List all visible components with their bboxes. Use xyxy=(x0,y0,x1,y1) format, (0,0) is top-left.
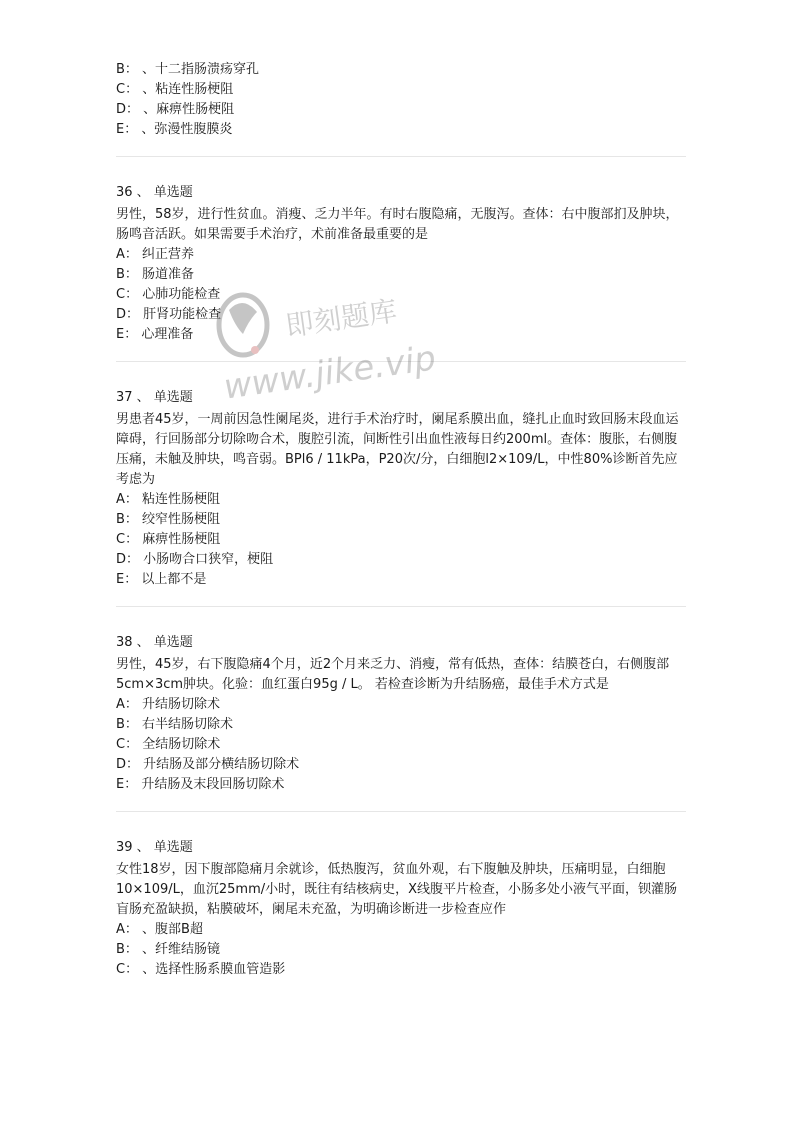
option-e: E： 心理准备 xyxy=(116,327,194,342)
question-37 xyxy=(116,362,686,607)
watermark-url: www.jike.vip xyxy=(221,338,439,408)
question-38 xyxy=(116,607,686,812)
question-stem: 男性，45岁，右下腹隐痛4个月，近2个月来乏力、消瘦，常有低热，查体：结膜苍白，右侧腹部5cm×3cm肿块。化验：血红蛋白95g / L。 若检查诊断为升结肠癌，最佳手术方式是 xyxy=(116,657,670,692)
option-a: A： 纠正营养 xyxy=(116,247,195,262)
option-d: D： 、麻痹性肠梗阻 xyxy=(116,102,235,117)
question-header: 39 、 单选题 xyxy=(116,840,193,855)
option-c: C： 全结肠切除术 xyxy=(116,737,221,752)
option-d: D： 小肠吻合口狭窄，梗阻 xyxy=(116,552,274,567)
question-stem: 男性，58岁，进行性贫血。消瘦、乏力半年。有时右腹隐痛，无腹泻。查体：右中腹部扪及肿块，肠鸣音活跃。如果需要手术治疗，术前准备最重要的是 xyxy=(116,207,679,242)
option-c: C： 麻痹性肠梗阻 xyxy=(116,532,221,547)
option-d: D： 升结肠及部分横结肠切除术 xyxy=(116,757,300,772)
option-b: B： 右半结肠切除术 xyxy=(116,717,234,732)
question-39 xyxy=(116,812,686,996)
option-b: B： 、十二指肠溃疡穿孔 xyxy=(116,62,260,77)
option-c: C： 、选择性肠系膜血管造影 xyxy=(116,962,286,977)
option-c: C： 、粘连性肠梗阻 xyxy=(116,82,234,97)
question-stem: 女性18岁，因下腹部隐痛月余就诊，低热腹泻，贫血外观，右下腹触及肿块，压痛明显，白细胞10×109/L，血沉25mm/小时，既往有结核病史，X线腹平片检查，小肠多处小液气平面，钡灌肠盲肠充盈缺损，粘膜破坏，阑尾未充盈，为明确诊断进一步检查应作 xyxy=(116,862,678,917)
option-e: E： 升结肠及末段回肠切除术 xyxy=(116,777,285,792)
question-header: 36 、 单选题 xyxy=(116,185,193,200)
option-a: A： 升结肠切除术 xyxy=(116,697,221,712)
question-36 xyxy=(116,157,686,362)
option-b: B： 绞窄性肠梗阻 xyxy=(116,512,221,527)
option-a: A： 、腹部B超 xyxy=(116,922,203,937)
question-stem: 男患者45岁，一周前因急性阑尾炎，进行手术治疗时，阑尾系膜出血，缝扎止血时致回肠末段血运障碍，行回肠部分切除吻合术，腹腔引流，间断性引出血性液每日约200ml。查体：腹胀，右侧腹压痛，未触及肿块，鸣音弱。BPl6 / 11kPa，P20次/分，白细胞l2×109/L，中性80%诊断首先应考虑为 xyxy=(116,412,679,487)
option-e: E： 、弥漫性腹膜炎 xyxy=(116,122,233,137)
question-page xyxy=(116,60,686,996)
question-header: 38 、 单选题 xyxy=(116,635,193,650)
option-a: A： 粘连性肠梗阻 xyxy=(116,492,221,507)
option-c: C： 心肺功能检查 xyxy=(116,287,221,302)
option-d: D： 肝肾功能检查 xyxy=(116,307,222,322)
option-b: B： 肠道准备 xyxy=(116,267,195,282)
question-35-tail xyxy=(116,60,686,157)
question-header: 37 、 单选题 xyxy=(116,390,193,405)
watermark-brand: 即刻题库 xyxy=(283,294,399,343)
option-b: B： 、纤维结肠镜 xyxy=(116,942,221,957)
option-e: E： 以上都不是 xyxy=(116,572,207,587)
